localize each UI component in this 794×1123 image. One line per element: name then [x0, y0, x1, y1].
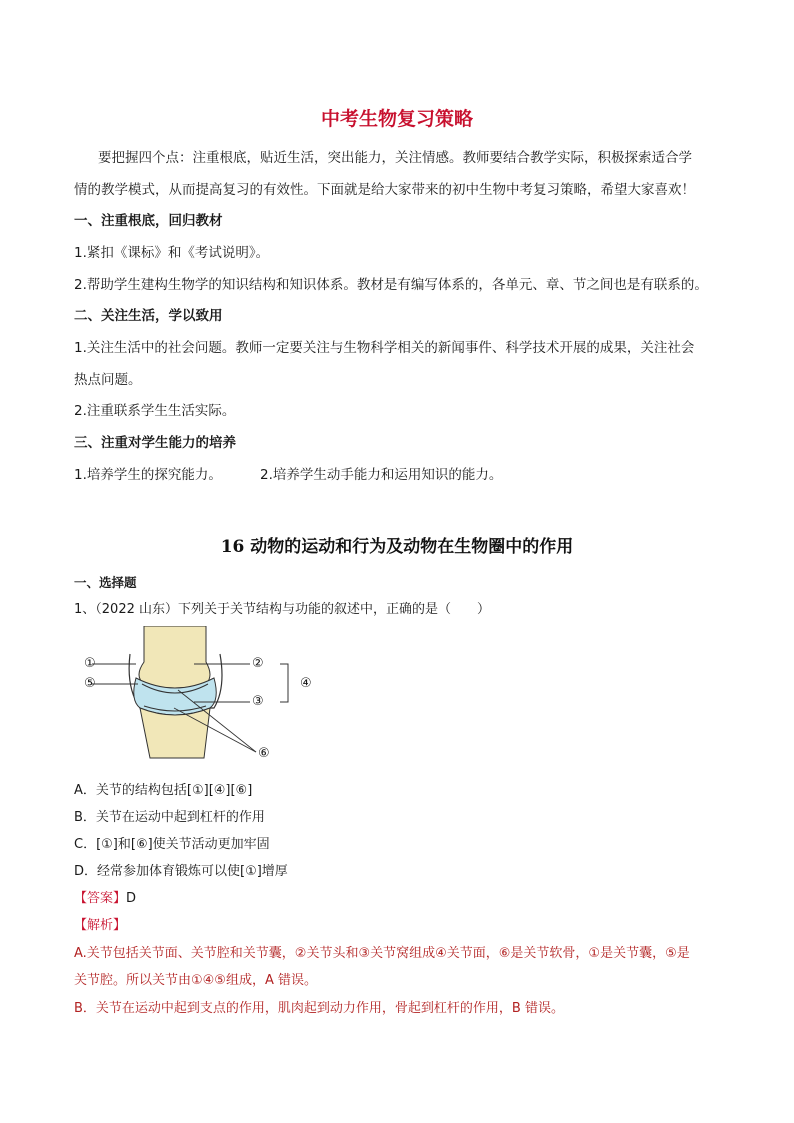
section-3-item-2: 2.培养学生动手能力和运用知识的能力。	[260, 467, 503, 483]
answer-value: D	[126, 891, 137, 906]
answer-tag: 【答案】	[74, 891, 127, 906]
option-b: B．关节在运动中起到杠杆的作用	[74, 810, 265, 825]
knee-joint-illustration	[74, 626, 334, 764]
section-heading-3: 三、注重对学生能力的培养	[74, 435, 236, 451]
analysis-tag: 【解析】	[74, 918, 127, 933]
section-2-item-1: 1.关注生活中的社会问题。教师一定要关注与生物科学相关的新闻事件、科学技术开展的成果，关注社会	[74, 340, 695, 356]
label-6: ⑥	[258, 746, 270, 761]
section-2-item-1-cont: 热点问题。	[74, 372, 142, 388]
label-1: ①	[84, 656, 96, 671]
chapter-title: 16 动物的运动和行为及动物在生物圈中的作用	[220, 537, 574, 557]
section-1-item-1: 1.紧扣《课标》和《考试说明》。	[74, 245, 270, 261]
section-2-item-2: 2.注重联系学生生活实际。	[74, 403, 236, 419]
page-title: 中考生物复习策略	[320, 108, 473, 130]
analysis-line-3: B．关节在运动中起到支点的作用，肌肉起到动力作用，骨起到杠杆的作用，B 错误。	[74, 1001, 564, 1016]
knee-joint-diagram	[74, 626, 334, 764]
section-heading-1: 一、注重根底，回归教材	[74, 213, 223, 229]
section-3-item-1: 1.培养学生的探究能力。	[74, 467, 222, 483]
answer-line	[74, 887, 136, 906]
section-heading-2: 二、关注生活，学以致用	[74, 308, 223, 324]
intro-line-2: 情的教学模式，从而提高复习的有效性。下面就是给大家带来的初中生物中考复习策略，希望大家喜欢！	[74, 182, 695, 198]
question-type-heading: 一、选择题	[74, 575, 137, 590]
intro-line-1: 要把握四个点：注重根底，贴近生活，突出能力，关注情感。教师要结合教学实际，积极探索适合学	[98, 150, 692, 166]
section-1-item-2: 2.帮助学生建构生物学的知识结构和知识体系。教材是有编写体系的，各单元、章、节之间也是有联系的。	[74, 277, 708, 293]
label-5: ⑤	[84, 676, 96, 691]
label-2: ②	[252, 656, 264, 671]
option-c: C．[①]和[⑥]使关节活动更加牢固	[74, 837, 270, 852]
analysis-line-2: 关节腔。所以关节由①④⑤组成，A 错误。	[74, 973, 317, 988]
option-a: A．关节的结构包括[①][④][⑥]	[74, 783, 253, 798]
label-3: ③	[252, 694, 264, 709]
analysis-line-1: A.关节包括关节面、关节腔和关节囊，②关节头和③关节窝组成④关节面，⑥是关节软骨，①是关节囊，⑤是	[74, 946, 690, 961]
option-d: D．经常参加体育锻炼可以使[①]增厚	[74, 864, 288, 879]
label-4: ④	[300, 676, 312, 691]
question-stem: 1、（2022 山东）下列关于关节结构与功能的叙述中，正确的是（ ）	[74, 602, 490, 617]
